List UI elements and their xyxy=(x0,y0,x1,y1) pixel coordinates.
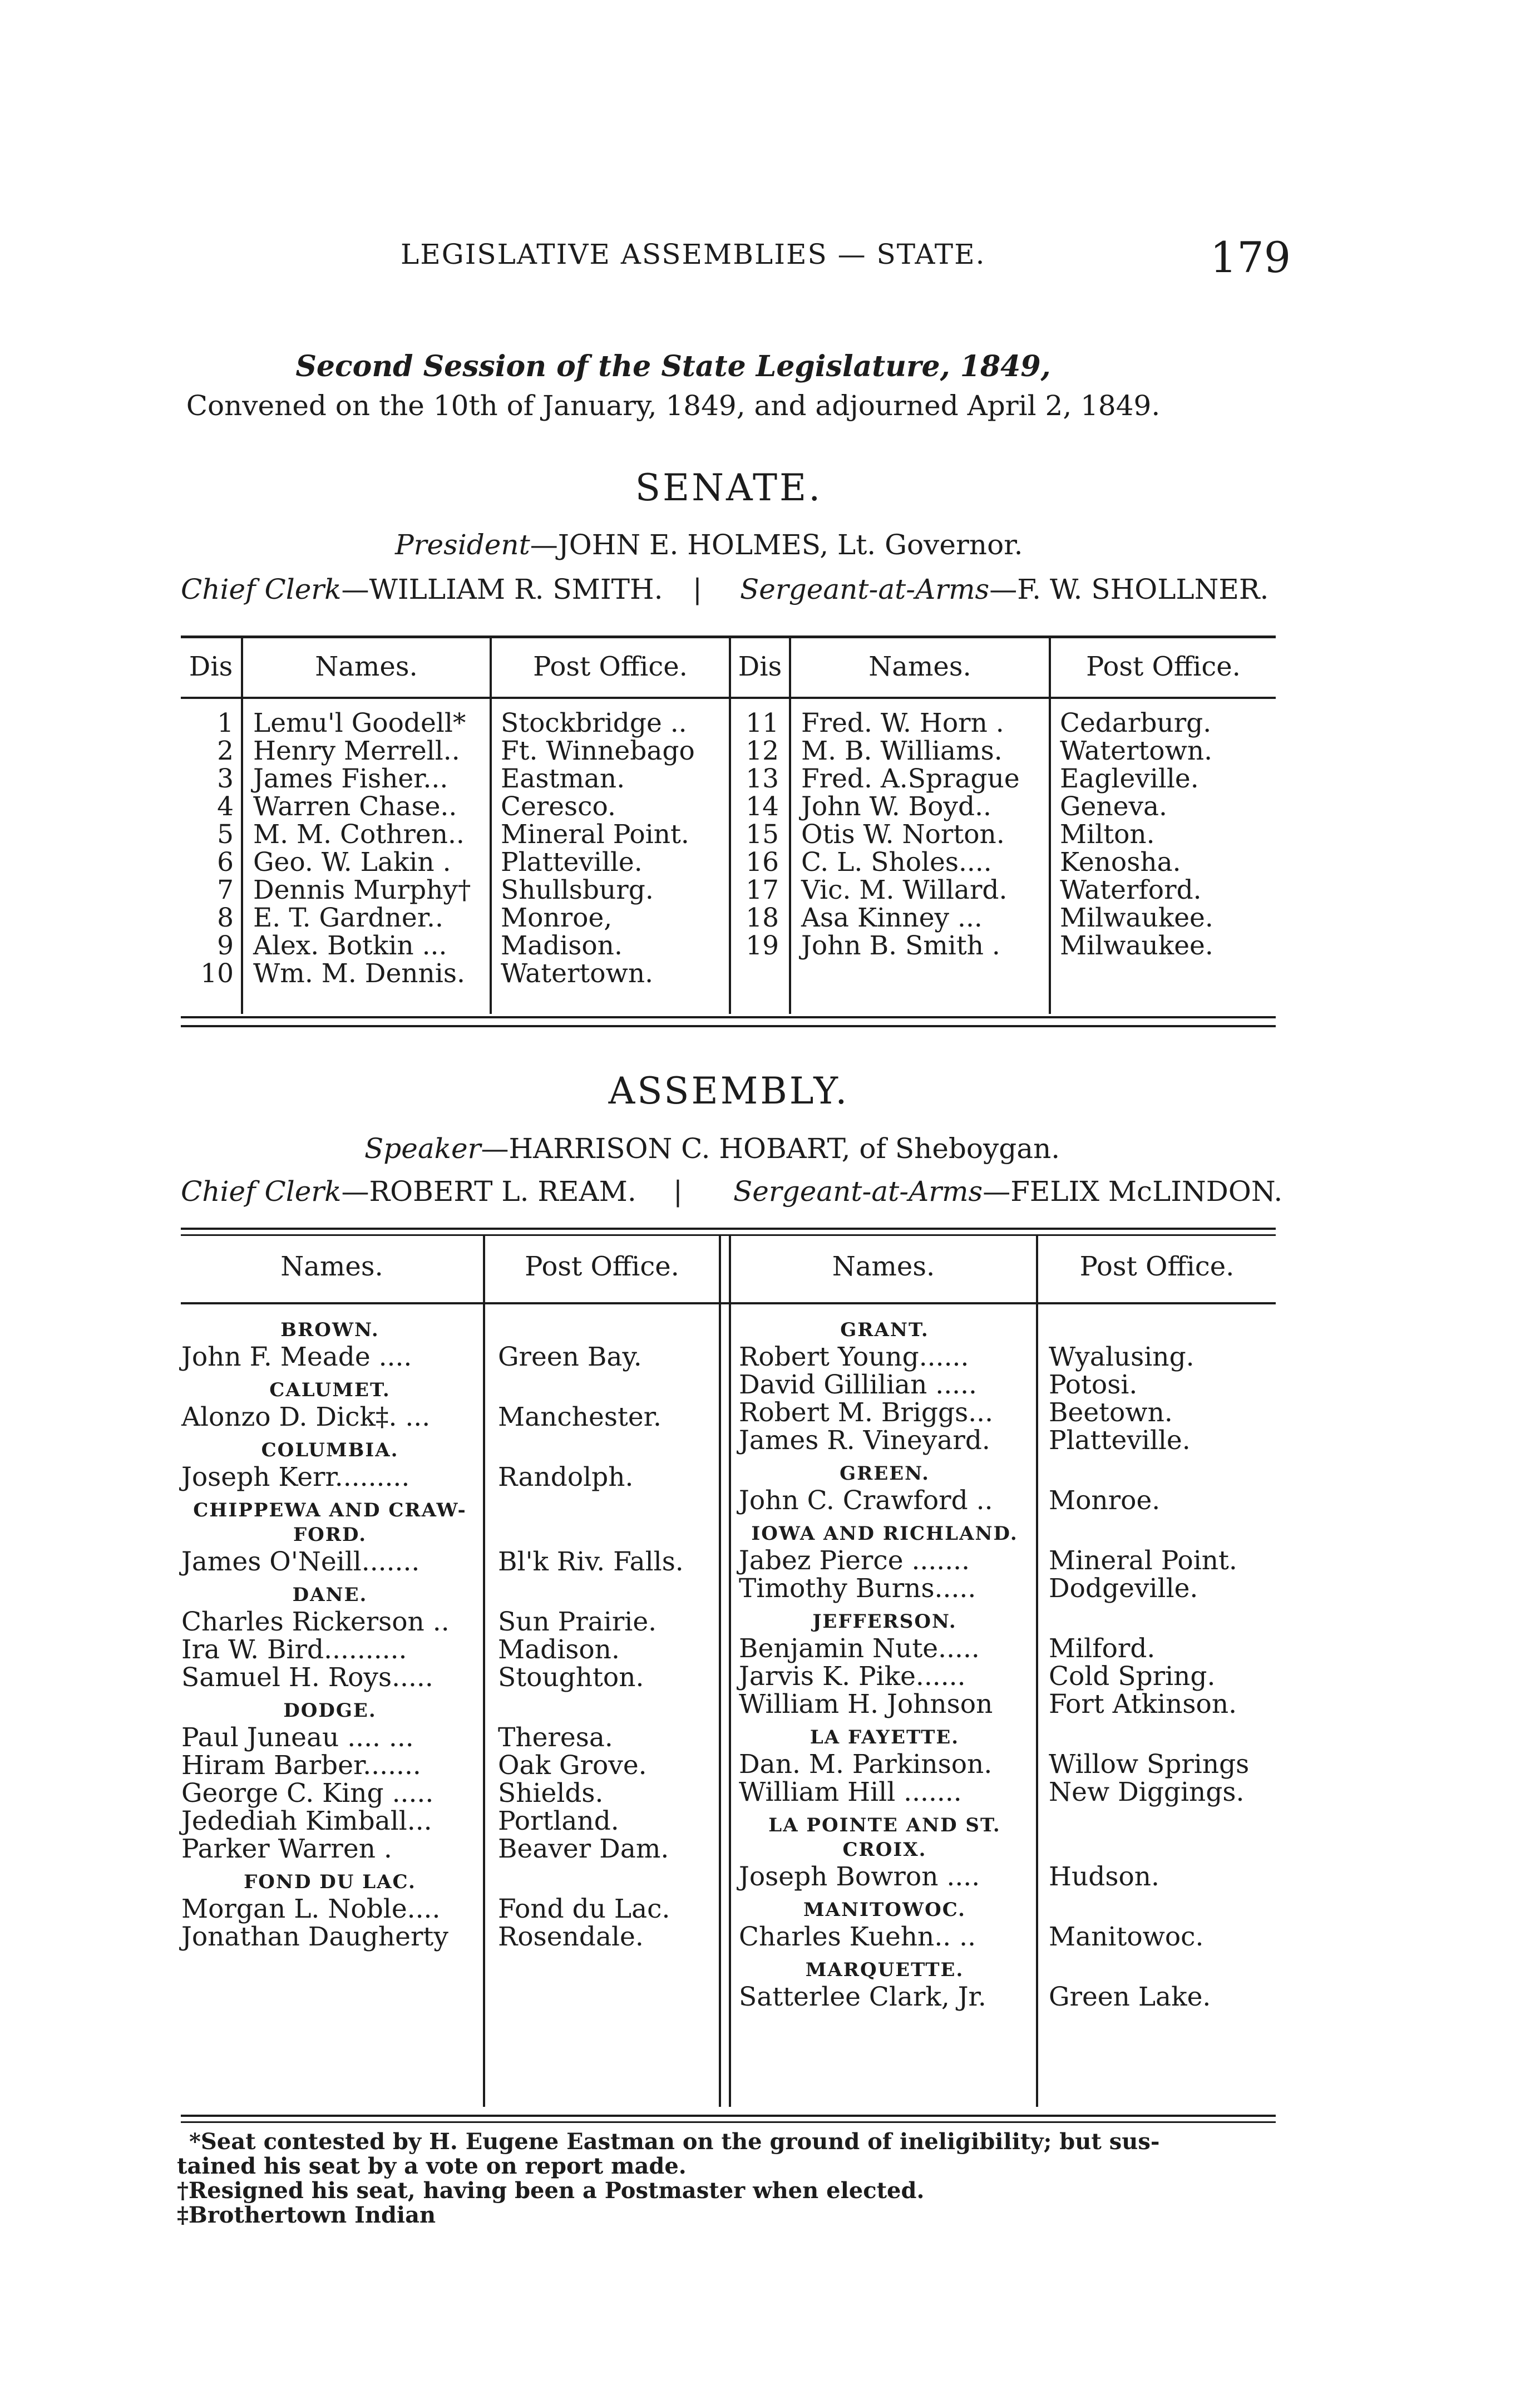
assembly-post-office: Madison. xyxy=(498,1634,620,1665)
sergeant-value: —FELIX McLINDON. xyxy=(983,1175,1283,1208)
senate-post-office: Eastman. xyxy=(501,763,625,794)
senate-district: 17 xyxy=(746,875,779,905)
senate-post-office: Eagleville. xyxy=(1060,763,1199,794)
assembly-chief-clerk xyxy=(181,1175,636,1208)
session-title: Second Session of the State Legislature, 1849, xyxy=(295,349,1051,383)
assembly-member-name: Alonzo D. Dick‡. ... xyxy=(181,1402,431,1432)
assembly-member-name: Joseph Bowron .... xyxy=(739,1861,980,1892)
sergeant-label: Sergeant-at-Arms xyxy=(733,1175,983,1208)
senate-col-divider xyxy=(241,636,243,1014)
senate-post-office: Madison. xyxy=(501,930,623,961)
senate-header-dis: Dis xyxy=(738,651,782,682)
senate-sergeant xyxy=(740,573,1268,605)
senate-district: 5 xyxy=(217,819,234,850)
assembly-post-office: Green Bay. xyxy=(498,1342,642,1372)
senate-title: SENATE. xyxy=(635,466,823,509)
senate-col-divider xyxy=(789,636,791,1014)
senate-district: 19 xyxy=(746,930,779,961)
assembly-post-office: Potosi. xyxy=(1049,1370,1138,1400)
president-value: —JOHN E. HOLMES, Lt. Governor. xyxy=(530,529,1023,561)
senate-district: 16 xyxy=(746,847,779,878)
senate-post-office: Shullsburg. xyxy=(501,875,654,905)
assembly-table-top-rule xyxy=(181,1234,1276,1236)
assembly-member-name: John F. Meade .... xyxy=(181,1342,412,1372)
senate-district: 10 xyxy=(200,958,234,989)
senate-district: 14 xyxy=(746,791,779,822)
county-heading: MARQUETTE. xyxy=(805,1959,964,1981)
assembly-member-name: George C. King ..... xyxy=(181,1778,434,1809)
sergeant-value: —F. W. SHOLLNER. xyxy=(989,573,1269,605)
senate-member-name: Vic. M. Willard. xyxy=(801,875,1008,905)
senate-member-name: M. M. Cothren.. xyxy=(253,819,465,850)
senate-district: 1 xyxy=(217,708,234,738)
senate-district: 18 xyxy=(746,903,779,933)
county-heading: FOND DU LAC. xyxy=(244,1871,416,1893)
county-heading: DANE. xyxy=(292,1584,368,1606)
assembly-col-divider xyxy=(1036,1234,1038,2107)
county-heading: IOWA AND RICHLAND. xyxy=(751,1523,1018,1545)
assembly-post-office: Mineral Point. xyxy=(1049,1545,1237,1576)
senate-member-name: Alex. Botkin ... xyxy=(253,930,447,961)
senate-post-office: Milwaukee. xyxy=(1060,930,1213,961)
assembly-member-name: Robert M. Briggs... xyxy=(739,1397,994,1428)
assembly-member-name: Jonathan Daugherty xyxy=(181,1922,448,1952)
assembly-post-office: Milford. xyxy=(1049,1633,1156,1664)
senate-header-post-office: Post Office. xyxy=(533,651,688,682)
assembly-member-name: William Hill ....... xyxy=(739,1777,962,1807)
senate-district: 7 xyxy=(217,875,234,905)
assembly-member-name: James R. Vineyard. xyxy=(739,1425,990,1456)
assembly-post-office: Theresa. xyxy=(498,1722,613,1753)
senate-separator: | xyxy=(693,573,702,605)
senate-post-office: Geneva. xyxy=(1060,791,1167,822)
chief-clerk-label: Chief Clerk xyxy=(181,1175,342,1208)
senate-district: 4 xyxy=(217,791,234,822)
assembly-post-office: Sun Prairie. xyxy=(498,1607,657,1637)
senate-header-names: Names. xyxy=(315,651,418,682)
senate-district: 15 xyxy=(746,819,779,850)
chief-clerk-label: Chief Clerk xyxy=(181,573,342,605)
county-heading: LA FAYETTE. xyxy=(810,1726,960,1748)
assembly-table-top-rule xyxy=(181,1228,1276,1230)
assembly-member-name: William H. Johnson xyxy=(739,1689,993,1720)
running-head: LEGISLATIVE ASSEMBLIES — STATE. xyxy=(401,238,986,270)
senate-district: 8 xyxy=(217,903,234,933)
assembly-post-office: Manitowoc. xyxy=(1049,1922,1204,1952)
senate-post-office: Ceresco. xyxy=(501,791,616,822)
senate-col-divider xyxy=(1049,636,1051,1014)
senate-district: 6 xyxy=(217,847,234,878)
assembly-post-office: Shields. xyxy=(498,1778,604,1809)
senate-member-name: Henry Merrell.. xyxy=(253,736,460,766)
county-heading: GRANT. xyxy=(840,1319,929,1341)
county-heading: JEFFERSON. xyxy=(812,1610,957,1633)
assembly-member-name: Samuel H. Roys..... xyxy=(181,1662,433,1693)
senate-post-office: Watertown. xyxy=(501,958,654,989)
senate-table-top-rule xyxy=(181,636,1276,638)
assembly-post-office: Hudson. xyxy=(1049,1861,1159,1892)
assembly-post-office: Stoughton. xyxy=(498,1662,644,1693)
senate-header-names: Names. xyxy=(868,651,971,682)
senate-member-name: Dennis Murphy† xyxy=(253,875,471,905)
assembly-member-name: David Gillilian ..... xyxy=(739,1370,977,1400)
senate-member-name: C. L. Sholes.... xyxy=(801,847,992,878)
assembly-post-office: New Diggings. xyxy=(1049,1777,1245,1807)
county-heading: COLUMBIA. xyxy=(261,1439,399,1461)
senate-bottom-rule xyxy=(181,1016,1276,1018)
senate-district: 3 xyxy=(217,763,234,794)
senate-president xyxy=(395,529,1023,561)
senate-member-name: Fred. A.Sprague xyxy=(801,763,1020,794)
assembly-title: ASSEMBLY. xyxy=(608,1070,850,1112)
county-heading: MANITOWOC. xyxy=(803,1899,966,1921)
assembly-member-name: Jabez Pierce ....... xyxy=(739,1545,970,1576)
speaker-label: Speaker xyxy=(364,1132,481,1165)
assembly-bottom-rule xyxy=(181,2121,1276,2123)
assembly-post-office: Dodgeville. xyxy=(1049,1573,1198,1604)
chief-clerk-value: —ROBERT L. REAM. xyxy=(341,1175,636,1208)
assembly-bottom-rule xyxy=(181,2115,1276,2117)
senate-post-office: Waterford. xyxy=(1060,875,1202,905)
assembly-member-name: Robert Young...... xyxy=(739,1342,969,1372)
senate-member-name: Otis W. Norton. xyxy=(801,819,1005,850)
assembly-post-office: Beaver Dam. xyxy=(498,1834,669,1864)
senate-post-office: Monroe, xyxy=(501,903,613,933)
footnote-line: ‡Brothertown Indian xyxy=(177,2202,436,2228)
assembly-separator: | xyxy=(673,1175,683,1208)
senate-header-rule xyxy=(181,697,1276,699)
assembly-sergeant xyxy=(733,1175,1282,1208)
senate-member-name: E. T. Gardner.. xyxy=(253,903,443,933)
county-heading: CHIPPEWA AND CRAW- xyxy=(193,1499,467,1521)
assembly-col-divider xyxy=(729,1234,731,2107)
senate-post-office: Kenosha. xyxy=(1060,847,1181,878)
senate-district: 13 xyxy=(746,763,779,794)
assembly-member-name: Joseph Kerr......... xyxy=(181,1462,410,1492)
county-heading: FORD. xyxy=(293,1524,367,1546)
footnote-line: *Seat contested by H. Eugene Eastman on the ground of ineligibility; but sus- xyxy=(189,2129,1160,2155)
assembly-member-name: Timothy Burns..... xyxy=(739,1573,976,1604)
assembly-member-name: Charles Rickerson .. xyxy=(181,1607,450,1637)
assembly-member-name: Paul Juneau .... ... xyxy=(181,1722,414,1753)
senate-member-name: Fred. W. Horn . xyxy=(801,708,1004,738)
senate-post-office: Ft. Winnebago xyxy=(501,736,695,766)
assembly-post-office: Monroe. xyxy=(1049,1485,1161,1516)
senate-district: 11 xyxy=(746,708,779,738)
sergeant-label: Sergeant-at-Arms xyxy=(740,573,990,605)
senate-member-name: Lemu'l Goodell* xyxy=(253,708,466,738)
county-heading: CROIX. xyxy=(842,1839,927,1861)
assembly-member-name: Satterlee Clark, Jr. xyxy=(739,1982,986,2012)
footnote-line: †Resigned his seat, having been a Postmaster when elected. xyxy=(177,2178,925,2204)
senate-post-office: Watertown. xyxy=(1060,736,1213,766)
assembly-post-office: Green Lake. xyxy=(1049,1982,1211,2012)
senate-header-dis: Dis xyxy=(189,651,233,682)
senate-header-post-office: Post Office. xyxy=(1086,651,1241,682)
senate-member-name: M. B. Williams. xyxy=(801,736,1003,766)
senate-post-office: Milton. xyxy=(1060,819,1155,850)
assembly-post-office: Willow Springs xyxy=(1049,1749,1250,1780)
assembly-col-divider xyxy=(483,1234,485,2107)
senate-member-name: Warren Chase.. xyxy=(253,791,457,822)
assembly-member-name: Jarvis K. Pike...... xyxy=(739,1661,966,1692)
assembly-member-name: John C. Crawford .. xyxy=(739,1485,993,1516)
assembly-header-rule xyxy=(181,1302,1276,1304)
senate-post-office: Stockbridge .. xyxy=(501,708,687,738)
assembly-post-office: Fond du Lac. xyxy=(498,1894,670,1924)
assembly-header-names: Names. xyxy=(832,1251,935,1282)
assembly-member-name: Jedediah Kimball... xyxy=(181,1806,432,1836)
senate-district: 12 xyxy=(746,736,779,766)
senate-col-divider xyxy=(490,636,492,1014)
assembly-post-office: Randolph. xyxy=(498,1462,634,1492)
county-heading: LA POINTE AND ST. xyxy=(768,1814,1001,1836)
assembly-member-name: Benjamin Nute..... xyxy=(739,1633,980,1664)
county-heading: BROWN. xyxy=(280,1319,379,1341)
assembly-header-names: Names. xyxy=(280,1251,383,1282)
session-dates: Convened on the 10th of January, 1849, and adjourned April 2, 1849. xyxy=(186,390,1161,422)
assembly-post-office: Portland. xyxy=(498,1806,619,1836)
chief-clerk-value: —WILLIAM R. SMITH. xyxy=(341,573,663,605)
assembly-post-office: Cold Spring. xyxy=(1049,1661,1216,1692)
assembly-header-post-office: Post Office. xyxy=(525,1251,679,1282)
senate-member-name: Asa Kinney ... xyxy=(801,903,983,933)
senate-member-name: Geo. W. Lakin . xyxy=(253,847,451,878)
senate-member-name: John B. Smith . xyxy=(801,930,1000,961)
senate-member-name: John W. Boyd.. xyxy=(801,791,991,822)
senate-post-office: Cedarburg. xyxy=(1060,708,1212,738)
president-label: President xyxy=(395,529,530,561)
assembly-header-post-office: Post Office. xyxy=(1079,1251,1235,1282)
county-heading: DODGE. xyxy=(283,1699,377,1722)
assembly-member-name: James O'Neill....... xyxy=(181,1546,420,1577)
senate-member-name: James Fisher... xyxy=(253,763,448,794)
assembly-speaker xyxy=(364,1132,1060,1165)
assembly-member-name: Parker Warren . xyxy=(181,1834,392,1864)
assembly-member-name: Hiram Barber....... xyxy=(181,1750,421,1781)
assembly-post-office: Oak Grove. xyxy=(498,1750,647,1781)
assembly-post-office: Platteville. xyxy=(1049,1425,1191,1456)
county-heading: GREEN. xyxy=(840,1462,930,1485)
footnote-line: tained his seat by a vote on report made. xyxy=(177,2153,687,2179)
assembly-post-office: Beetown. xyxy=(1049,1397,1173,1428)
senate-post-office: Mineral Point. xyxy=(501,819,689,850)
senate-post-office: Milwaukee. xyxy=(1060,903,1213,933)
page-number: 179 xyxy=(1210,233,1291,282)
assembly-col-divider xyxy=(719,1234,721,2107)
assembly-member-name: Morgan L. Noble.... xyxy=(181,1894,441,1924)
assembly-post-office: Bl'k Riv. Falls. xyxy=(498,1546,684,1577)
senate-member-name: Wm. M. Dennis. xyxy=(253,958,465,989)
county-heading: CALUMET. xyxy=(269,1379,391,1401)
assembly-post-office: Wyalusing. xyxy=(1049,1342,1195,1372)
assembly-member-name: Charles Kuehn.. .. xyxy=(739,1922,976,1952)
assembly-post-office: Manchester. xyxy=(498,1402,662,1432)
assembly-post-office: Rosendale. xyxy=(498,1922,644,1952)
senate-chief-clerk xyxy=(181,573,663,605)
senate-district: 9 xyxy=(217,930,234,961)
assembly-member-name: Ira W. Bird.......... xyxy=(181,1634,407,1665)
senate-district: 2 xyxy=(217,736,234,766)
assembly-post-office: Fort Atkinson. xyxy=(1049,1689,1237,1720)
senate-bottom-rule xyxy=(181,1025,1276,1027)
speaker-value: —HARRISON C. HOBART, of Sheboygan. xyxy=(481,1132,1060,1165)
assembly-member-name: Dan. M. Parkinson. xyxy=(739,1749,993,1780)
senate-post-office: Platteville. xyxy=(501,847,643,878)
